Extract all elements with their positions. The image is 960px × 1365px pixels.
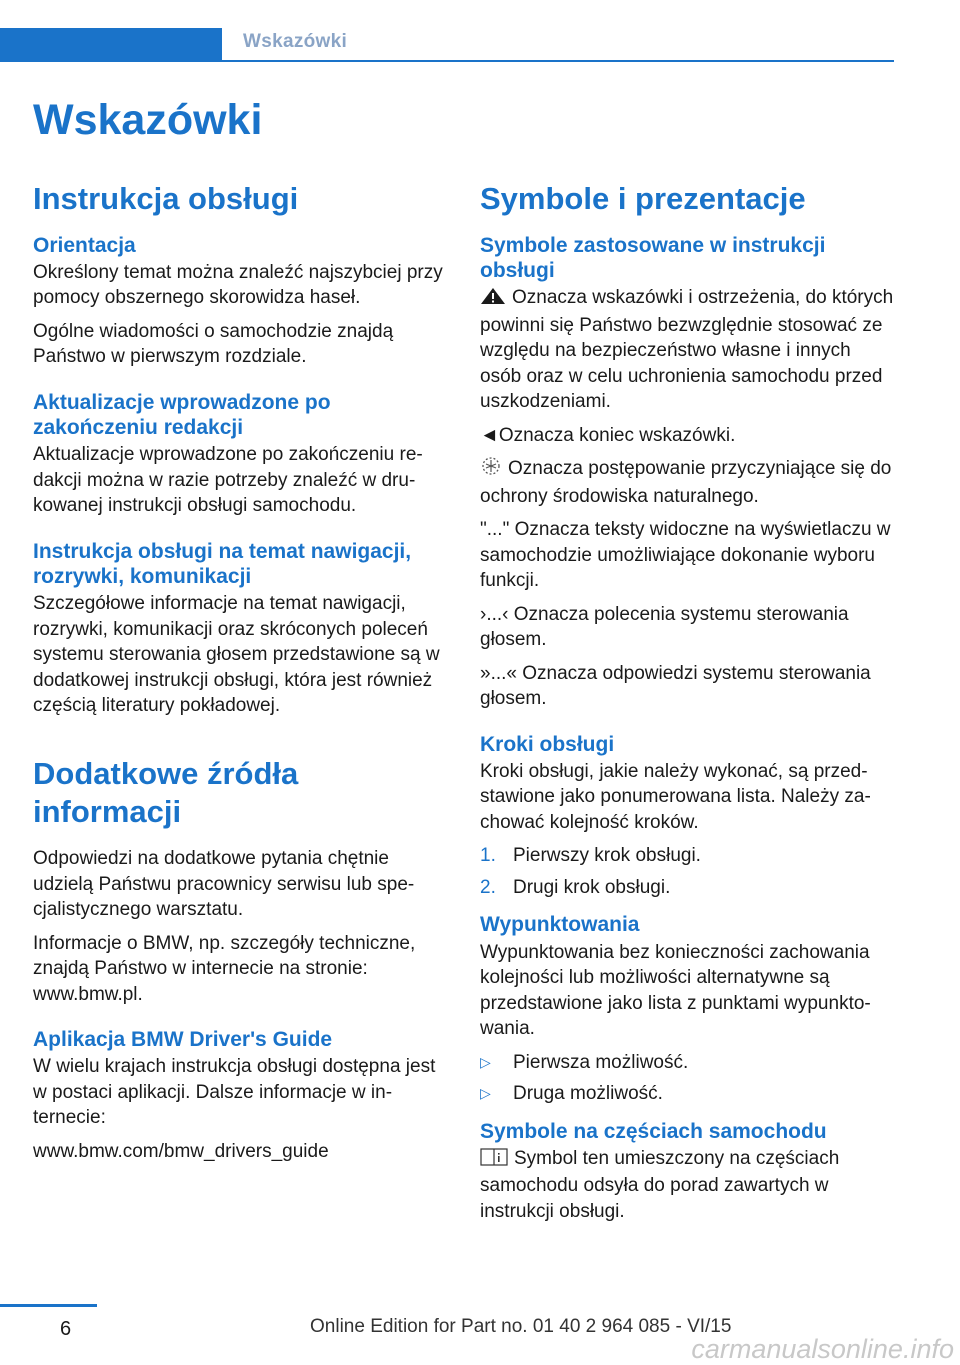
paragraph: Określony temat można znaleźć najszybciej przy pomocy obszernego skorowidza haseł. [33, 261, 443, 309]
list-item [480, 843, 895, 869]
footer-edition: Online Edition for Part no. 01 40 2 964 085 - VI/15 [310, 1316, 732, 1337]
paragraph: Kroki obsługi, jakie należy wykonać, są przedstawione jako ponumerowana lista. Należy zachować kolejność kroków. [480, 760, 871, 833]
list-item [480, 875, 895, 901]
paragraph: Odpowiedzi na dodatkowe pytania chętnie udzielą Państwu pracownicy serwisu lub specjalistycznego warsztatu. [33, 848, 415, 921]
environment-paragraph [480, 456, 895, 509]
heading-car-parts: Symbole na częściach samochodu [480, 1119, 827, 1143]
paragraph: Informacje o BMW, np. szczegóły techniczne, znajdą Państwo w internecie na stronie: www.bmw.pl. [33, 932, 416, 1005]
link-drivers-guide[interactable]: www.bmw.com/bmw_drivers_guide [33, 1140, 329, 1162]
header-rule [222, 60, 894, 62]
heading-bullets: Wypunktowania [480, 913, 640, 937]
heading-updates: Aktualizacje wprowadzone po zakończeniu redakcji [33, 390, 331, 440]
list-number: 1. [480, 845, 496, 867]
environment-text: Oznacza postępowanie przyczyniające się do ochrony środowiska naturalnego. [480, 458, 892, 507]
paragraph: ›...‹ Oznacza polecenia systemu sterowania głosem. [480, 603, 849, 651]
heading-nav-manual: Instrukcja obsługi na temat nawigacji, rozrywki, komunikacji [33, 539, 412, 588]
heading-used-symbols: Symbole zastosowane w instrukcji obsługi [480, 233, 826, 282]
heading-manual: Instrukcja obsługi [33, 181, 299, 216]
manual-book-icon [480, 1148, 508, 1174]
warning-paragraph [480, 285, 895, 415]
heading-steps: Kroki obsługi [480, 732, 615, 756]
paragraph: »...« Oznacza odpowiedzi systemu sterowania głosem. [480, 662, 871, 710]
footer-rule [0, 1304, 97, 1307]
list-text: Druga możliwość. [513, 1083, 663, 1104]
end-paragraph [480, 423, 895, 449]
paragraph: Wypunktowania bez konieczności zachowania kolejności lub możliwości alternatywne są przedstawione jako lista z punktami wypunktowania. [480, 941, 871, 1039]
heading-app: Aplikacja BMW Driver's Guide [33, 1028, 333, 1052]
list-text: Pierwsza możliwość. [513, 1051, 689, 1073]
list-text: Drugi krok obsługi. [513, 876, 671, 898]
heading-orientation: Orientacja [33, 233, 136, 257]
page-title: Wskazówki [33, 96, 263, 144]
numbered-list [480, 843, 895, 900]
triangle-bullet-icon: ▷ [480, 1085, 491, 1101]
watermark: carmanualsonline.info [691, 1334, 954, 1364]
list-item [480, 1050, 895, 1076]
paragraph: W wielu krajach instrukcja obsługi dostępna jest w postaci aplikacji. Dalsze informacje w internecie: [33, 1056, 436, 1129]
header-accent-bar [0, 28, 222, 62]
paragraph: Ogólne wiadomości o samochodzie znajdą Państwo w pierwszym rozdziale. [33, 320, 394, 368]
bullet-list [480, 1050, 895, 1107]
paragraph: "..." Oznacza teksty widoczne na wyświetlaczu w samochodzie umożliwiające dokonanie wyboru funkcji. [480, 519, 891, 592]
car-parts-paragraph [480, 1146, 895, 1225]
page-number: 6 [60, 1318, 72, 1340]
paragraph: Szczegółowe informacje na temat nawigacji, rozrywki, komunikacji oraz skróconych poleceń systemu sterowania głosem przedstawione są w dodatkowej instrukcji obsługi, która jest również częścią literatury pokładowej. [33, 593, 440, 717]
heading-sources: Dodatkowe źródła informacji [33, 755, 299, 830]
car-parts-text: Symbol ten umieszczony na częściach samochodu odsyła do porad zawartych w instrukcji obsługi. [480, 1147, 840, 1222]
environment-icon [480, 456, 502, 484]
triangle-bullet-icon: ▷ [480, 1053, 491, 1070]
left-column [33, 180, 448, 1172]
heading-symbols: Symbole i prezentacje [480, 181, 806, 216]
end-marker-icon: ◄ [480, 424, 499, 446]
list-item [480, 1081, 895, 1107]
running-header: Wskazówki [243, 31, 348, 52]
warning-text: Oznacza wskazówki i ostrzeżenia, do których powinni się Państwo bezwzględnie stosować ze względu na bezpieczeństwo własne i innych osób oraz w celu uchronienia samochodu przed uszkodzeniami. [480, 287, 894, 413]
warning-triangle-icon [480, 287, 506, 313]
list-text: Pierwszy krok obsługi. [513, 845, 701, 867]
end-text: Oznacza koniec wskazówki. [498, 424, 736, 446]
paragraph: Aktualizacje wprowadzone po zakończeniu redakcji można w razie potrzeby znaleźć w drukowanej instrukcji obsługi samochodu. [33, 444, 423, 517]
right-column [480, 180, 895, 1232]
list-number: 2. [480, 876, 496, 898]
